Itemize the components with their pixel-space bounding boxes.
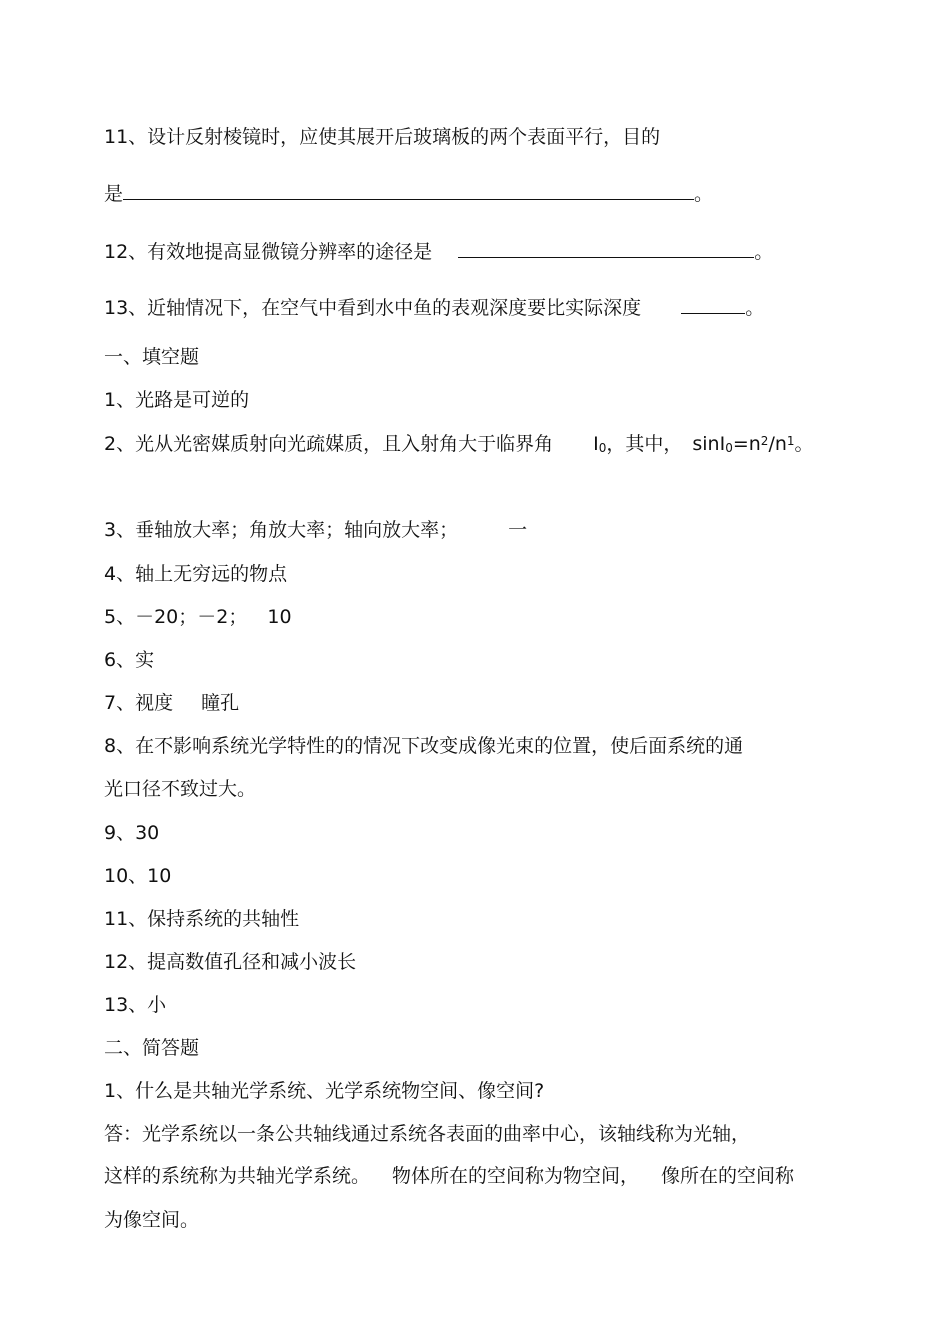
short-answer-question-1: 1、什么是共轴光学系统、光学系统物空间、像空间? [104, 1080, 545, 1102]
answer-13: 13、小 [104, 994, 167, 1016]
question-11-line-1: 11、设计反射棱镜时，应使其展开后玻璃板的两个表面平行，目的 [104, 126, 661, 148]
answer-1: 1、光路是可逆的 [104, 389, 250, 411]
question-12-suffix: 。 [754, 241, 774, 263]
answer-2-end: 。 [794, 433, 814, 455]
answer-5-text: 5、－20；－2； [104, 606, 248, 628]
answer-10: 10、10 [104, 865, 172, 887]
answer-2-formula: sinI [692, 433, 726, 455]
answer-2-formula-n2: 2 [760, 434, 769, 448]
question-12-text: 12、有效地提高显微镜分辨率的途径是 [104, 241, 433, 263]
answer-2-formula-n1: 1 [786, 434, 795, 448]
answer-7-text: 7、视度 [104, 692, 174, 714]
section-heading-short-answer: 二、简答题 [104, 1037, 200, 1059]
answer-4: 4、轴上无穷远的物点 [104, 563, 288, 585]
answer-3-tail: 一 [508, 519, 528, 541]
answer-3 [104, 521, 527, 540]
answer-12: 12、提高数值孔径和减小波长 [104, 951, 357, 973]
answer-7-tail: 瞳孔 [201, 692, 240, 714]
short-answer-1-line-1: 答：光学系统以一条公共轴线通过系统各表面的曲率中心，该轴线称为光轴， [104, 1123, 751, 1145]
answer-5-tail: 10 [267, 606, 292, 628]
answer-8-line-1: 8、在不影响系统光学特性的的情况下改变成像光束的位置，使后面系统的通 [104, 735, 744, 757]
short-answer-1-line-3: 为像空间。 [104, 1209, 200, 1231]
section-heading-fill-in: 一、填空题 [104, 346, 200, 368]
answer-2-symbol: I [593, 433, 599, 455]
answer-9: 9、30 [104, 822, 160, 844]
question-13-text: 13、近轴情况下，在空气中看到水中鱼的表观深度要比实际深度 [104, 297, 642, 319]
answer-2-subscript: 0 [598, 441, 607, 455]
answer-2-formula-slash: /n [768, 433, 787, 455]
answer-5 [104, 608, 292, 627]
answer-2-formula-sub: 0 [725, 441, 733, 455]
question-11-prefix: 是 [104, 183, 124, 205]
answer-2-mid: ，其中， [606, 433, 683, 455]
answer-2-text: 2、光从光密媒质射向光疏媒质，且入射角大于临界角 [104, 433, 554, 455]
question-12-line [104, 243, 773, 262]
short-answer-1-part-c: 像所在的空间称 [661, 1165, 795, 1187]
answer-8-line-2: 光口径不致过大。 [104, 778, 257, 800]
answer-2 [104, 435, 814, 454]
question-11-suffix: 。 [694, 183, 714, 205]
question-13-suffix: 。 [745, 297, 765, 319]
answer-3-text: 3、垂轴放大率；角放大率；轴向放大率； [104, 519, 459, 541]
question-13-answer-blank [681, 299, 745, 314]
answer-2-formula-eq: =n [732, 433, 761, 455]
question-13-line [104, 299, 764, 318]
question-12-answer-blank [458, 243, 754, 258]
question-11-answer-blank [123, 185, 694, 200]
question-11-line-2 [104, 185, 713, 204]
short-answer-1-part-a: 这样的系统称为共轴光学系统。 [104, 1165, 371, 1187]
answer-7 [104, 694, 239, 713]
answer-11: 11、保持系统的共轴性 [104, 908, 300, 930]
short-answer-1-line-2 [104, 1167, 794, 1186]
answer-6: 6、实 [104, 649, 155, 671]
short-answer-1-part-b: 物体所在的空间称为物空间， [392, 1165, 640, 1187]
